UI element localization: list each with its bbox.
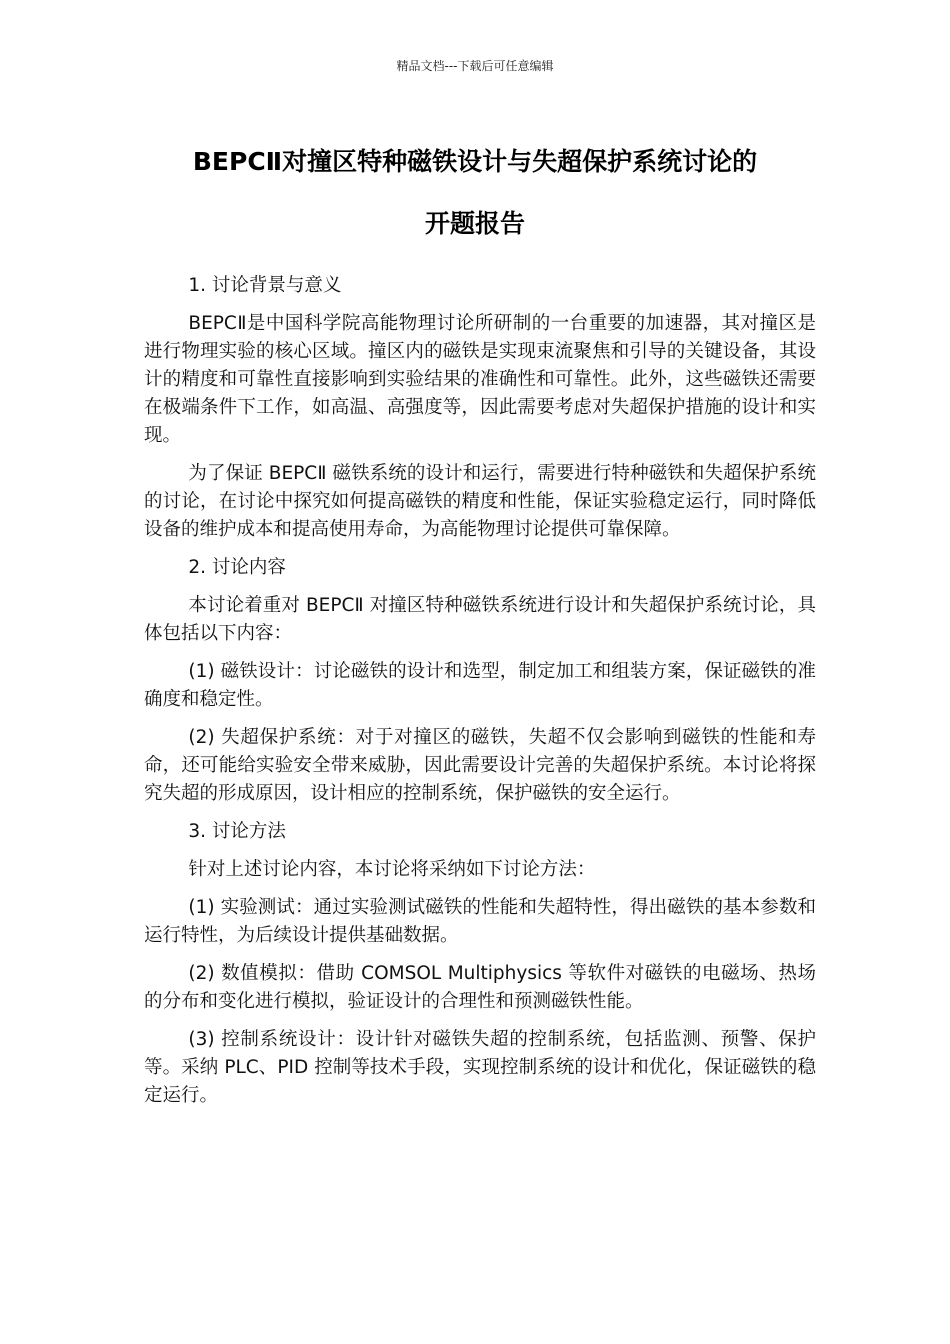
title-line-2: 开题报告 (424, 209, 525, 238)
list-item: (2) 失超保护系统：对于对撞区的磁铁，失超不仅会影响到磁铁的性能和寿命，还可能给实验安全带来威胁，因此需要设计完善的失超保护系统。本讨论将探究失超的形成原因，设计相应的控制系统，保护磁铁的安全运行。 (144, 727, 816, 804)
title-line-1: BEPCⅡ对撞区特种磁铁设计与失超保护系统讨论的 (192, 147, 758, 176)
paragraph: 本讨论着重对 BEPCⅡ 对撞区特种磁铁系统进行设计和失超保护系统讨论，具体包括以下内容： (144, 595, 816, 644)
list-item: (1) 实验测试：通过实验测试磁铁的性能和失超特性，得出磁铁的基本参数和运行特性，为后续设计提供基础数据。 (144, 897, 816, 946)
paragraph: 针对上述讨论内容，本讨论将采纳如下讨论方法： (188, 859, 596, 880)
list-item: (2) 数值模拟：借助 COMSOL Multiphysics 等软件对磁铁的电磁场、热场的分布和变化进行模拟，验证设计的合理性和预测磁铁性能。 (144, 963, 816, 1012)
list-item: (1) 磁铁设计：讨论磁铁的设计和选型，制定加工和组装方案，保证磁铁的准确度和稳定性。 (144, 661, 816, 710)
section-heading-background: 1. 讨论背景与意义 (188, 275, 342, 296)
list-item: (3) 控制系统设计：设计针对磁铁失超的控制系统，包括监测、预警、保护等。采纳 PLC、PID 控制等技术手段，实现控制系统的设计和优化，保证磁铁的稳定运行。 (144, 1029, 816, 1106)
document-title (130, 131, 820, 255)
page-header: 精品文档---下载后可任意编辑 (396, 59, 554, 73)
paragraph: 为了保证 BEPCⅡ 磁铁系统的设计和运行，需要进行特种磁铁和失超保护系统的讨论，在讨论中探究如何提高磁铁的精度和性能，保证实验稳定运行，同时降低设备的维护成本和提高使用寿命，为高能物理讨论提供可靠保障。 (144, 463, 816, 540)
section-heading-content: 2. 讨论内容 (188, 557, 286, 578)
document-body (144, 272, 816, 1120)
section-heading-methods: 3. 讨论方法 (188, 821, 286, 842)
paragraph: BEPCⅡ是中国科学院高能物理讨论所研制的一台重要的加速器，其对撞区是进行物理实验的核心区域。撞区内的磁铁是实现束流聚焦和引导的关键设备，其设计的精度和可靠性直接影响到实验结果的准确性和可靠性。此外，这些磁铁还需要在极端条件下工作，如高温、高强度等，因此需要考虑对失超保护措施的设计和实现。 (144, 313, 816, 446)
